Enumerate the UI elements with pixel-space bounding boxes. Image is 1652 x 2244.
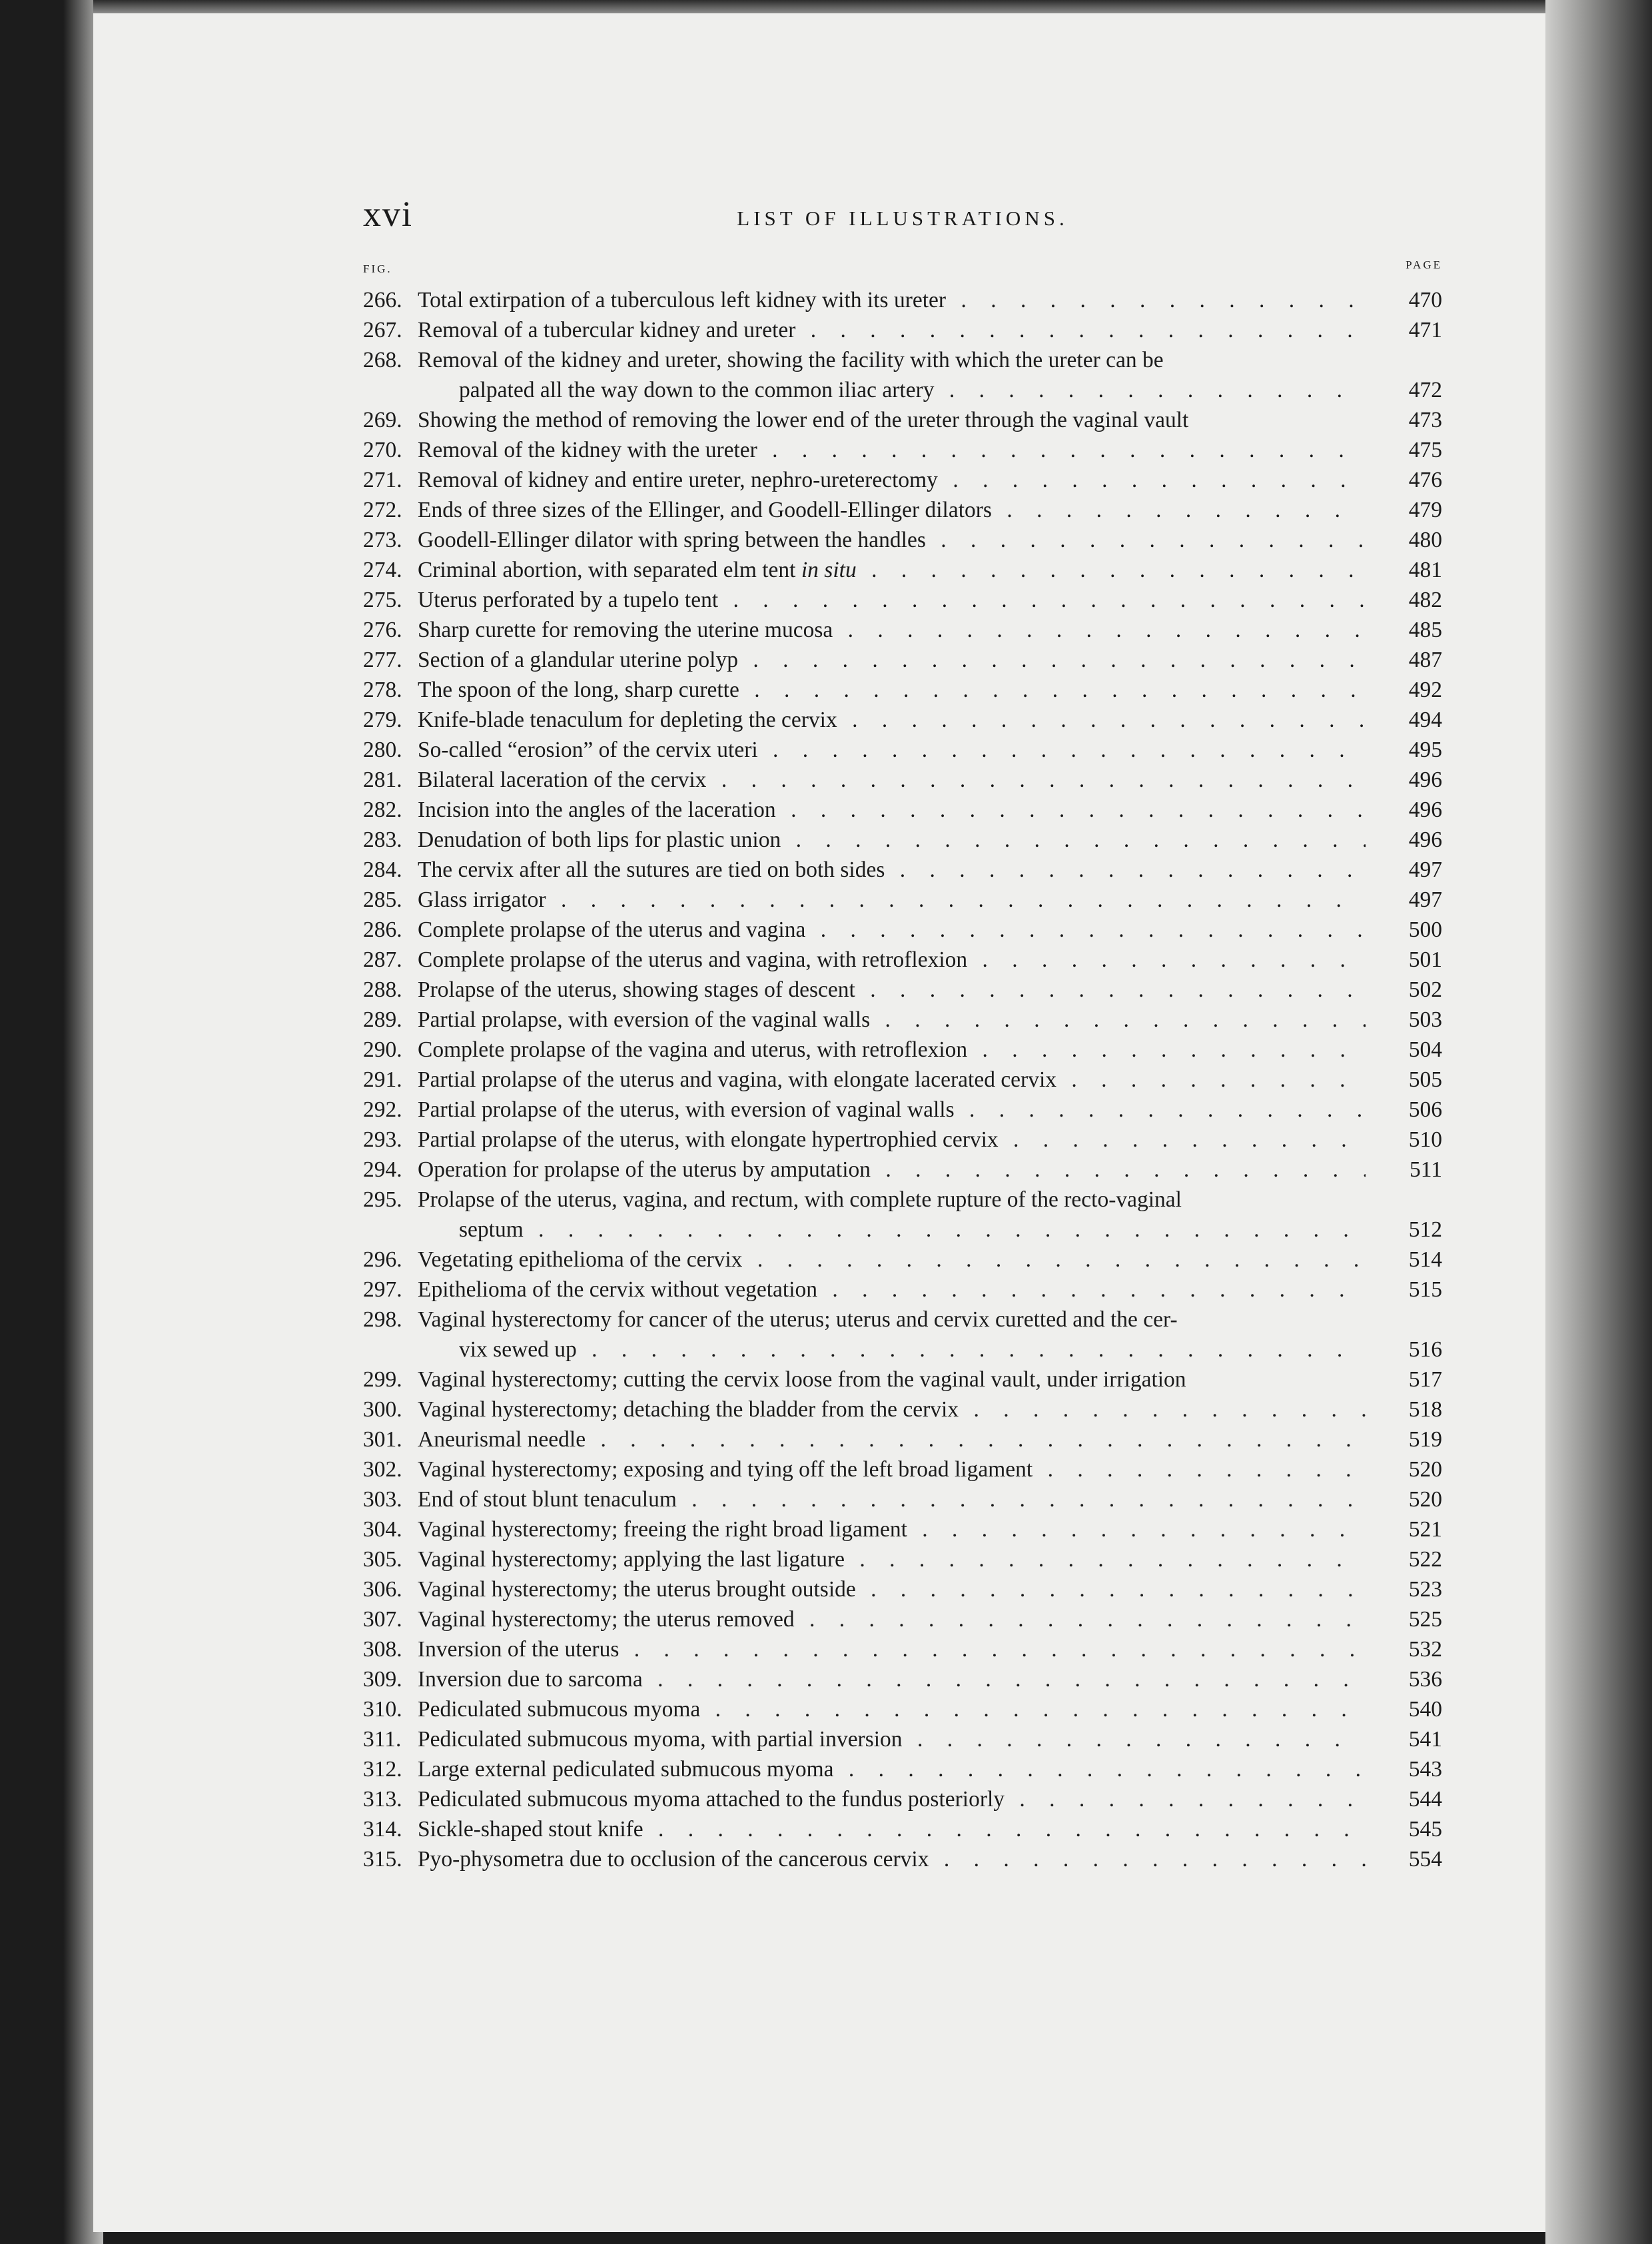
- figure-caption: Glass irrigator . . .: [418, 885, 1366, 915]
- list-item: [363, 915, 1442, 945]
- figure-number: 298.: [363, 1307, 402, 1332]
- list-item: [363, 1095, 1442, 1125]
- list-item: [363, 1634, 1442, 1664]
- figure-caption: Section of a glandular uterine polyp . . .: [418, 645, 1366, 675]
- figure-caption: Denudation of both lips for plastic union . . .: [418, 825, 1366, 855]
- list-item: [363, 1814, 1442, 1844]
- figure-caption: Aneurismal needle . . .: [418, 1424, 1366, 1454]
- page-reference: 520: [1408, 1457, 1442, 1482]
- page-reference: 515: [1408, 1277, 1442, 1302]
- figure-caption: Ends of three sizes of the Ellinger, and Goodell-Ellinger dilators . . .: [418, 495, 1366, 525]
- list-item: [363, 285, 1442, 315]
- figure-number: 308.: [363, 1637, 402, 1662]
- figure-number: 304.: [363, 1517, 402, 1542]
- list-item: [363, 705, 1442, 735]
- list-item: [363, 1664, 1442, 1694]
- list-item: [363, 1544, 1442, 1574]
- page-reference: 504: [1408, 1037, 1442, 1062]
- list-item: [363, 885, 1442, 915]
- figure-caption-continued: septum . . .: [459, 1215, 1366, 1245]
- figure-caption: Vaginal hysterectomy; the uterus brought outside . . .: [418, 1574, 1366, 1604]
- figure-caption: Criminal abortion, with separated elm tent in situ . . .: [418, 555, 1366, 585]
- running-header: [363, 193, 1442, 247]
- figure-number: 274.: [363, 558, 402, 582]
- figure-caption: Vegetating epithelioma of the cervix . . .: [418, 1245, 1366, 1275]
- figure-caption: Vaginal hysterectomy; the uterus removed . . .: [418, 1604, 1366, 1634]
- figure-caption: Showing the method of removing the lower end of the ureter through the vaginal vault: [418, 408, 1189, 432]
- list-item: [363, 525, 1442, 555]
- figure-number: 273.: [363, 528, 402, 552]
- column-headings: [363, 259, 1442, 279]
- figure-caption: Prolapse of the uterus, vagina, and rectum, with complete rupture of the recto-vaginal: [418, 1187, 1182, 1212]
- figure-number: 300.: [363, 1397, 402, 1422]
- figure-number: 285.: [363, 887, 402, 912]
- page-reference: 525: [1408, 1607, 1442, 1632]
- list-item: [363, 1574, 1442, 1604]
- figure-caption-continued: palpated all the way down to the common iliac artery . . .: [459, 375, 1366, 405]
- figure-caption: Large external pediculated submucous myoma . . .: [418, 1754, 1366, 1784]
- page-reference: 520: [1408, 1487, 1442, 1512]
- list-item: [363, 945, 1442, 975]
- figure-caption: Total extirpation of a tuberculous left kidney with its ureter . . .: [418, 285, 1366, 315]
- caption-italic: in situ: [801, 558, 857, 582]
- figure-number: 294.: [363, 1157, 402, 1182]
- fig-column-label: FIG.: [363, 263, 392, 275]
- figure-number: 267.: [363, 318, 402, 342]
- figure-number: 295.: [363, 1187, 402, 1212]
- figure-caption: Partial prolapse, with eversion of the vaginal walls . . .: [418, 1005, 1366, 1035]
- page-number: xvi: [363, 194, 414, 234]
- page-reference: 480: [1408, 528, 1442, 552]
- figure-caption: Complete prolapse of the vagina and uterus, with retroflexion . . .: [418, 1035, 1366, 1065]
- figure-caption: Sickle-shaped stout knife . . .: [418, 1814, 1366, 1844]
- figure-number: 292.: [363, 1097, 402, 1122]
- figure-caption: Epithelioma of the cervix without vegetation . . .: [418, 1275, 1366, 1305]
- figure-caption: Vaginal hysterectomy for cancer of the uterus; uterus and cervix curetted and the cer-: [418, 1307, 1178, 1332]
- figure-caption: Uterus perforated by a tupelo tent . . .: [418, 585, 1366, 615]
- list-item: [363, 1604, 1442, 1634]
- list-item: [363, 1365, 1442, 1395]
- page-reference: 532: [1408, 1637, 1442, 1662]
- list-item: [363, 1454, 1442, 1484]
- figure-number: 306.: [363, 1577, 402, 1602]
- list-item: [363, 1245, 1442, 1275]
- list-item: [363, 1395, 1442, 1424]
- figure-number: 284.: [363, 857, 402, 882]
- figure-caption: Vaginal hysterectomy; freeing the right broad ligament . . .: [418, 1514, 1366, 1544]
- figure-number: 293.: [363, 1127, 402, 1152]
- figure-number: 276.: [363, 618, 402, 642]
- figure-caption: Inversion of the uterus . . .: [418, 1634, 1366, 1664]
- page-reference: 494: [1408, 708, 1442, 732]
- figure-number: 282.: [363, 798, 402, 822]
- page-reference: 517: [1408, 1367, 1442, 1392]
- figure-number: 275.: [363, 588, 402, 612]
- page-reference: 506: [1408, 1097, 1442, 1122]
- figure-caption: Vaginal hysterectomy; detaching the bladder from the cervix . . .: [418, 1395, 1366, 1424]
- figure-caption: Operation for prolapse of the uterus by amputation . . .: [418, 1155, 1366, 1185]
- figure-caption: Vaginal hysterectomy; applying the last ligature . . .: [418, 1544, 1366, 1574]
- figure-caption: Complete prolapse of the uterus and vagina, with retroflexion . . .: [418, 945, 1366, 975]
- list-item: [363, 405, 1442, 435]
- figure-number: 288.: [363, 977, 402, 1002]
- list-item: [363, 1784, 1442, 1814]
- page-reference: 518: [1408, 1397, 1442, 1422]
- list-item: [363, 1275, 1442, 1305]
- figure-caption: Sharp curette for removing the uterine mucosa . . .: [418, 615, 1366, 645]
- list-item: [363, 615, 1442, 645]
- list-item: [363, 585, 1442, 615]
- page-reference: 544: [1408, 1787, 1442, 1812]
- list-item: [363, 765, 1442, 795]
- figure-caption: Incision into the angles of the laceration . . .: [418, 795, 1366, 825]
- page-reference: 497: [1408, 857, 1442, 882]
- figure-number: 309.: [363, 1667, 402, 1692]
- figure-caption: Removal of the kidney with the ureter . . .: [418, 435, 1366, 465]
- list-item: [363, 645, 1442, 675]
- figure-number: 290.: [363, 1037, 402, 1062]
- list-item: [363, 1155, 1442, 1185]
- list-item: [363, 975, 1442, 1005]
- page-reference: 541: [1408, 1727, 1442, 1752]
- page-reference: 512: [1408, 1217, 1442, 1242]
- page-reference: 510: [1408, 1127, 1442, 1152]
- page-reference: 522: [1408, 1547, 1442, 1572]
- figure-caption: Partial prolapse of the uterus, with elongate hypertrophied cervix . . .: [418, 1125, 1366, 1155]
- list-item: [363, 1065, 1442, 1095]
- page-reference: 472: [1408, 378, 1442, 402]
- list-item: [363, 1424, 1442, 1454]
- figure-number: 302.: [363, 1457, 402, 1482]
- figure-caption: Bilateral laceration of the cervix . . .: [418, 765, 1366, 795]
- figure-caption: Partial prolapse of the uterus, with eversion of vaginal walls . . .: [418, 1095, 1366, 1125]
- figure-number: 271.: [363, 468, 402, 492]
- page-reference: 496: [1408, 768, 1442, 792]
- list-item: [363, 1724, 1442, 1754]
- figure-caption: Pyo-physometra due to occlusion of the cancerous cervix . . .: [418, 1844, 1366, 1874]
- figure-caption: Pediculated submucous myoma, with partial inversion . . .: [418, 1724, 1366, 1754]
- figure-caption: Prolapse of the uterus, showing stages of descent . . .: [418, 975, 1366, 1005]
- figure-number: 297.: [363, 1277, 402, 1302]
- figure-number: 291.: [363, 1067, 402, 1092]
- figure-number: 301.: [363, 1427, 402, 1452]
- page-reference: 514: [1408, 1247, 1442, 1272]
- figure-number: 281.: [363, 768, 402, 792]
- figure-number: 289.: [363, 1007, 402, 1032]
- figure-caption-continued: vix sewed up . . .: [459, 1335, 1366, 1365]
- figure-number: 311.: [363, 1727, 402, 1752]
- list-item: [363, 1125, 1442, 1155]
- figure-number: 270.: [363, 438, 402, 462]
- list-item: [363, 495, 1442, 525]
- page-reference: 475: [1408, 438, 1442, 462]
- page-reference: 503: [1408, 1007, 1442, 1032]
- figure-caption: Goodell-Ellinger dilator with spring between the handles . . .: [418, 525, 1366, 555]
- page-reference: 487: [1408, 648, 1442, 672]
- figure-caption: The cervix after all the sutures are tied on both sides . . .: [418, 855, 1366, 885]
- page-reference: 523: [1408, 1577, 1442, 1602]
- page-reference: 502: [1408, 977, 1442, 1002]
- figure-number: 278.: [363, 678, 402, 702]
- page-reference: 485: [1408, 618, 1442, 642]
- list-item: [363, 735, 1442, 765]
- page-reference: 519: [1408, 1427, 1442, 1452]
- page-reference: 505: [1408, 1067, 1442, 1092]
- list-item: [363, 1754, 1442, 1784]
- page-reference: 481: [1408, 558, 1442, 582]
- figure-number: 269.: [363, 408, 402, 432]
- list-item: [363, 1185, 1442, 1245]
- figure-number: 287.: [363, 947, 402, 972]
- figure-caption: Partial prolapse of the uterus and vagina, with elongate lacerated cervix . . .: [418, 1065, 1366, 1095]
- page-reference: 516: [1408, 1337, 1442, 1362]
- figure-caption: So-called “erosion” of the cervix uteri . . .: [418, 735, 1366, 765]
- page-column-label: PAGE: [1406, 259, 1442, 271]
- figure-number: 312.: [363, 1757, 402, 1782]
- figure-caption: Complete prolapse of the uterus and vagina . . .: [418, 915, 1366, 945]
- list-item: [363, 1514, 1442, 1544]
- figure-caption: Removal of the kidney and ureter, showing the facility with which the ureter can be: [418, 348, 1164, 372]
- figure-caption: Removal of a tubercular kidney and ureter . . .: [418, 315, 1366, 345]
- book-spine-edge: [1545, 0, 1652, 2244]
- figure-number: 310.: [363, 1697, 402, 1722]
- list-item: [363, 675, 1442, 705]
- page-reference: 543: [1408, 1757, 1442, 1782]
- figure-number: 296.: [363, 1247, 402, 1272]
- figure-caption: Pediculated submucous myoma attached to the fundus posteriorly . . .: [418, 1784, 1366, 1814]
- page-reference: 545: [1408, 1817, 1442, 1842]
- page-reference: 479: [1408, 498, 1442, 522]
- figure-caption: Pediculated submucous myoma . . .: [418, 1694, 1366, 1724]
- list-item: [363, 855, 1442, 885]
- figure-number: 303.: [363, 1487, 402, 1512]
- list-item: [363, 1305, 1442, 1365]
- list-item: [363, 825, 1442, 855]
- list-item: [363, 435, 1442, 465]
- page-reference: 554: [1408, 1847, 1442, 1872]
- figure-number: 286.: [363, 917, 402, 942]
- figure-number: 313.: [363, 1787, 402, 1812]
- figure-number: 279.: [363, 708, 402, 732]
- figure-number: 315.: [363, 1847, 402, 1872]
- page-reference: 492: [1408, 678, 1442, 702]
- page-reference: 501: [1408, 947, 1442, 972]
- list-item: [363, 315, 1442, 345]
- figure-number: 283.: [363, 828, 402, 852]
- list-item: [363, 1035, 1442, 1065]
- page-reference: 496: [1408, 828, 1442, 852]
- figure-number: 277.: [363, 648, 402, 672]
- page-reference: 470: [1408, 288, 1442, 312]
- page-reference: 473: [1408, 408, 1442, 432]
- list-item: [363, 1844, 1442, 1874]
- page-reference: 540: [1408, 1697, 1442, 1722]
- list-item: [363, 1484, 1442, 1514]
- list-item: [363, 795, 1442, 825]
- figure-number: 314.: [363, 1817, 402, 1842]
- running-title: LIST OF ILLUSTRATIONS.: [737, 207, 1068, 230]
- figure-number: 266.: [363, 288, 402, 312]
- list-item: [363, 465, 1442, 495]
- page-reference: 500: [1408, 917, 1442, 942]
- figure-caption: Knife-blade tenaculum for depleting the cervix . . .: [418, 705, 1366, 735]
- figure-number: 280.: [363, 738, 402, 762]
- figure-caption: Vaginal hysterectomy; exposing and tying off the left broad ligament . . .: [418, 1454, 1366, 1484]
- figure-number: 299.: [363, 1367, 402, 1392]
- list-item: [363, 1005, 1442, 1035]
- page-reference: 536: [1408, 1667, 1442, 1692]
- page-reference: 496: [1408, 798, 1442, 822]
- figure-caption: Removal of kidney and entire ureter, nephro-ureterectomy . . .: [418, 465, 1366, 495]
- page-reference: 495: [1408, 738, 1442, 762]
- figure-number: 307.: [363, 1607, 402, 1632]
- figure-caption: Vaginal hysterectomy; cutting the cervix loose from the vaginal vault, under irrigation: [418, 1367, 1186, 1392]
- page-reference: 511: [1409, 1157, 1442, 1182]
- page-reference: 521: [1408, 1517, 1442, 1542]
- figure-number: 268.: [363, 348, 402, 372]
- page-reference: 476: [1408, 468, 1442, 492]
- illustrations-list: [363, 285, 1442, 1874]
- figure-caption: End of stout blunt tenaculum . . .: [418, 1484, 1366, 1514]
- page-reference: 482: [1408, 588, 1442, 612]
- figure-caption: The spoon of the long, sharp curette . . .: [418, 675, 1366, 705]
- list-item: [363, 1694, 1442, 1724]
- list-item: [363, 345, 1442, 405]
- list-item: [363, 555, 1442, 585]
- figure-caption: Inversion due to sarcoma . . .: [418, 1664, 1366, 1694]
- figure-number: 305.: [363, 1547, 402, 1572]
- page-reference: 497: [1408, 887, 1442, 912]
- figure-number: 272.: [363, 498, 402, 522]
- page-reference: 471: [1408, 318, 1442, 342]
